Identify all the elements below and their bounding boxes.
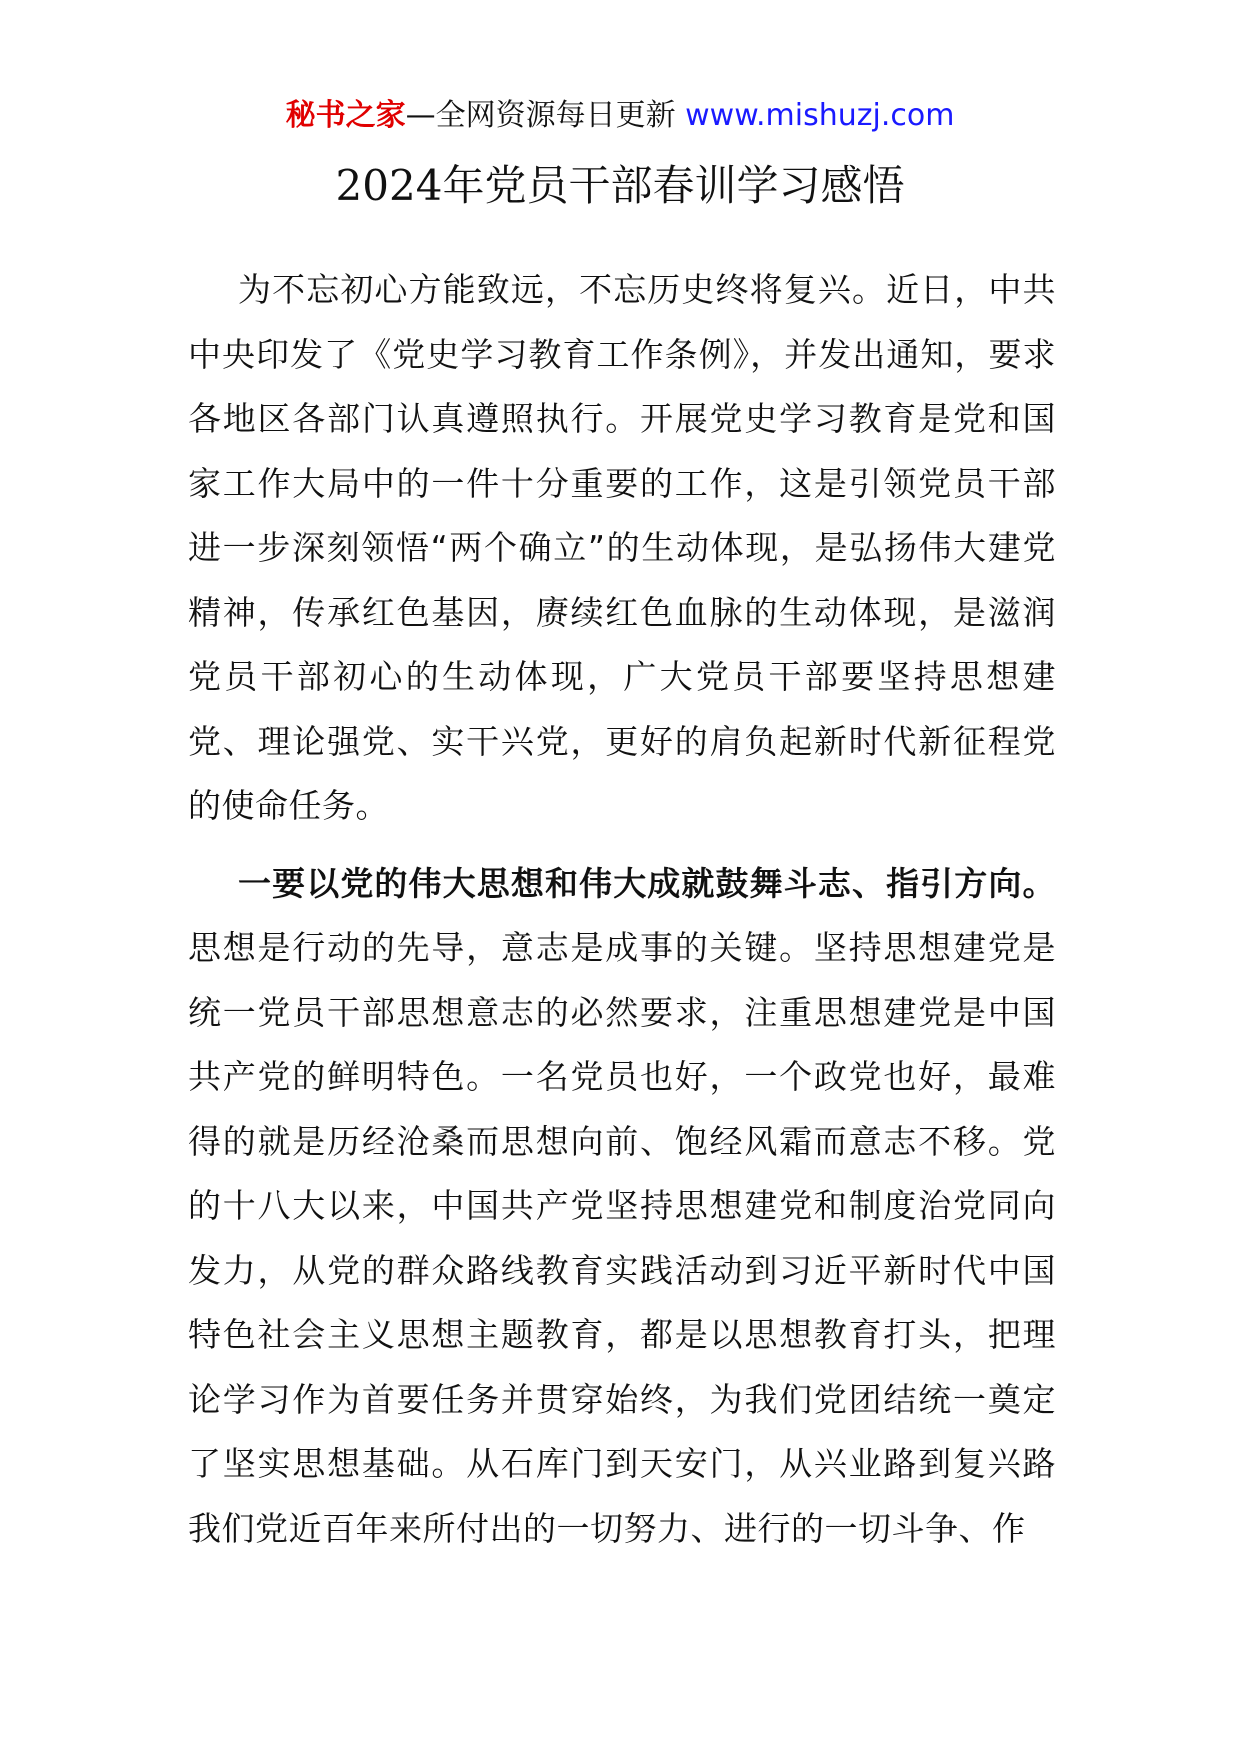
- paragraph-2: [188, 852, 1056, 1562]
- document-body: [188, 258, 1056, 1561]
- title-year: 2024: [335, 161, 443, 210]
- brand-name: 秘书之家: [285, 98, 406, 133]
- title-text: 年党员干部春训学习感悟: [442, 161, 905, 210]
- paragraph-2-lead: 一要以党的伟大思想和伟大成就鼓舞斗志、指引方向。: [238, 863, 1056, 903]
- paragraph-2-body: 思想是行动的先导，意志是成事的关键。坚持思想建党是统一党员干部思想意志的必然要求，注重思想建党是中国共产党的鲜明特色。一名党员也好，一个政党也好，最难得的就是历经沧桑而思想向前、饱经风霜而意志不移。党的十八大以来，中国共产党坚持思想建党和制度治党同向发力，从党的群众路线教育实践活动到习近平新时代中国特色社会主义思想主题教育，都是以思想教育打头，把理论学习作为首要任务并贯穿始终，为我们党团结统一奠定了坚实思想基础。从石库门到天安门，从兴业路到复兴路我们党近百年来所付出的一切努力、进行的一切斗争、作: [188, 928, 1056, 1548]
- site-header: [0, 96, 1240, 136]
- site-url-link[interactable]: www.mishuzj.com: [685, 98, 955, 133]
- paragraph-1: 为不忘初心方能致远，不忘历史终将复兴。近日，中共中央印发了《党史学习教育工作条例》，并发出通知，要求各地区各部门认真遵照执行。开展党史学习教育是党和国家工作大局中的一件十分重要的工作，这是引领党员干部进一步深刻领悟“两个确立”的生动体现，是弘扬伟大建党精神，传承红色基因，赓续红色血脉的生动体现，是滋润党员干部初心的生动体现，广大党员干部要坚持思想建党、理论强党、实干兴党，更好的肩负起新时代新征程党的使命任务。: [188, 270, 1056, 825]
- document-title: [0, 158, 1240, 214]
- header-slogan: —全网资源每日更新: [405, 98, 676, 133]
